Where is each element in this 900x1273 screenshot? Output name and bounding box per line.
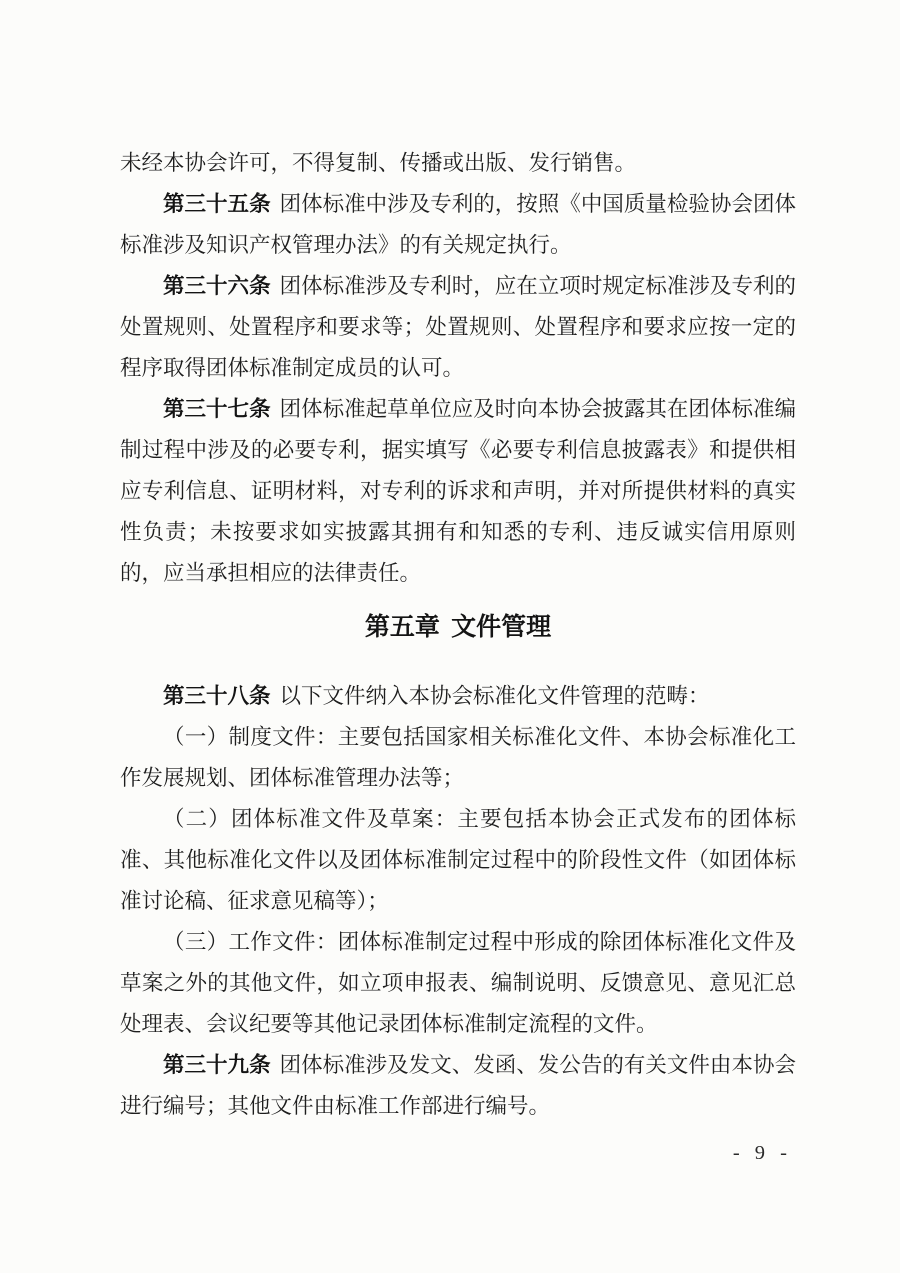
- article-number: 第三十五条: [163, 192, 271, 216]
- article-number: 第三十九条: [163, 1053, 271, 1077]
- article-number: 第三十七条: [163, 397, 271, 421]
- paragraph: 第三十六条 团体标准涉及专利时，应在立项时规定标准涉及专利的处置规则、处置程序和要求等；处置规则、处置程序和要求应按一定的程序取得团体标准制定成员的认可。: [120, 274, 796, 380]
- paragraph: （一）制度文件：主要包括国家相关标准化文件、本协会标准化工作发展规划、团体标准管理办法等；: [120, 725, 796, 790]
- paragraph: （二）团体标准文件及草案：主要包括本协会正式发布的团体标准、其他标准化文件以及团体标准制定过程中的阶段性文件（如团体标准讨论稿、征求意见稿等）；: [120, 807, 796, 913]
- document-body: [120, 143, 796, 1127]
- chapter-heading: 第五章 文件管理: [364, 614, 552, 641]
- paragraph: 第三十九条 团体标准涉及发文、发函、发公告的有关文件由本协会进行编号；其他文件由标准工作部进行编号。: [120, 1053, 796, 1118]
- article-number: 第三十六条: [163, 274, 271, 298]
- paragraph: 第三十五条 团体标准中涉及专利的，按照《中国质量检验协会团体标准涉及知识产权管理办法》的有关规定执行。: [120, 192, 796, 257]
- paragraph: 第三十八条 以下文件纳入本协会标准化文件管理的范畴：: [163, 684, 710, 708]
- page-number: - 9 -: [732, 1142, 792, 1164]
- article-number: 第三十八条: [163, 684, 271, 708]
- paragraph: 未经本协会许可，不得复制、传播或出版、发行销售。: [120, 151, 637, 175]
- paragraph: （三）工作文件：团体标准制定过程中形成的除团体标准化文件及草案之外的其他文件，如立项申报表、编制说明、反馈意见、意见汇总处理表、会议纪要等其他记录团体标准制定流程的文件。: [120, 930, 796, 1036]
- paragraph: 第三十七条 团体标准起草单位应及时向本协会披露其在团体标准编制过程中涉及的必要专利，据实填写《必要专利信息披露表》和提供相应专利信息、证明材料，对专利的诉求和声明，并对所提供材料的真实性负责；未按要求如实披露其拥有和知悉的专利、违反诚实信用原则的，应当承担相应的法律责任。: [120, 397, 796, 585]
